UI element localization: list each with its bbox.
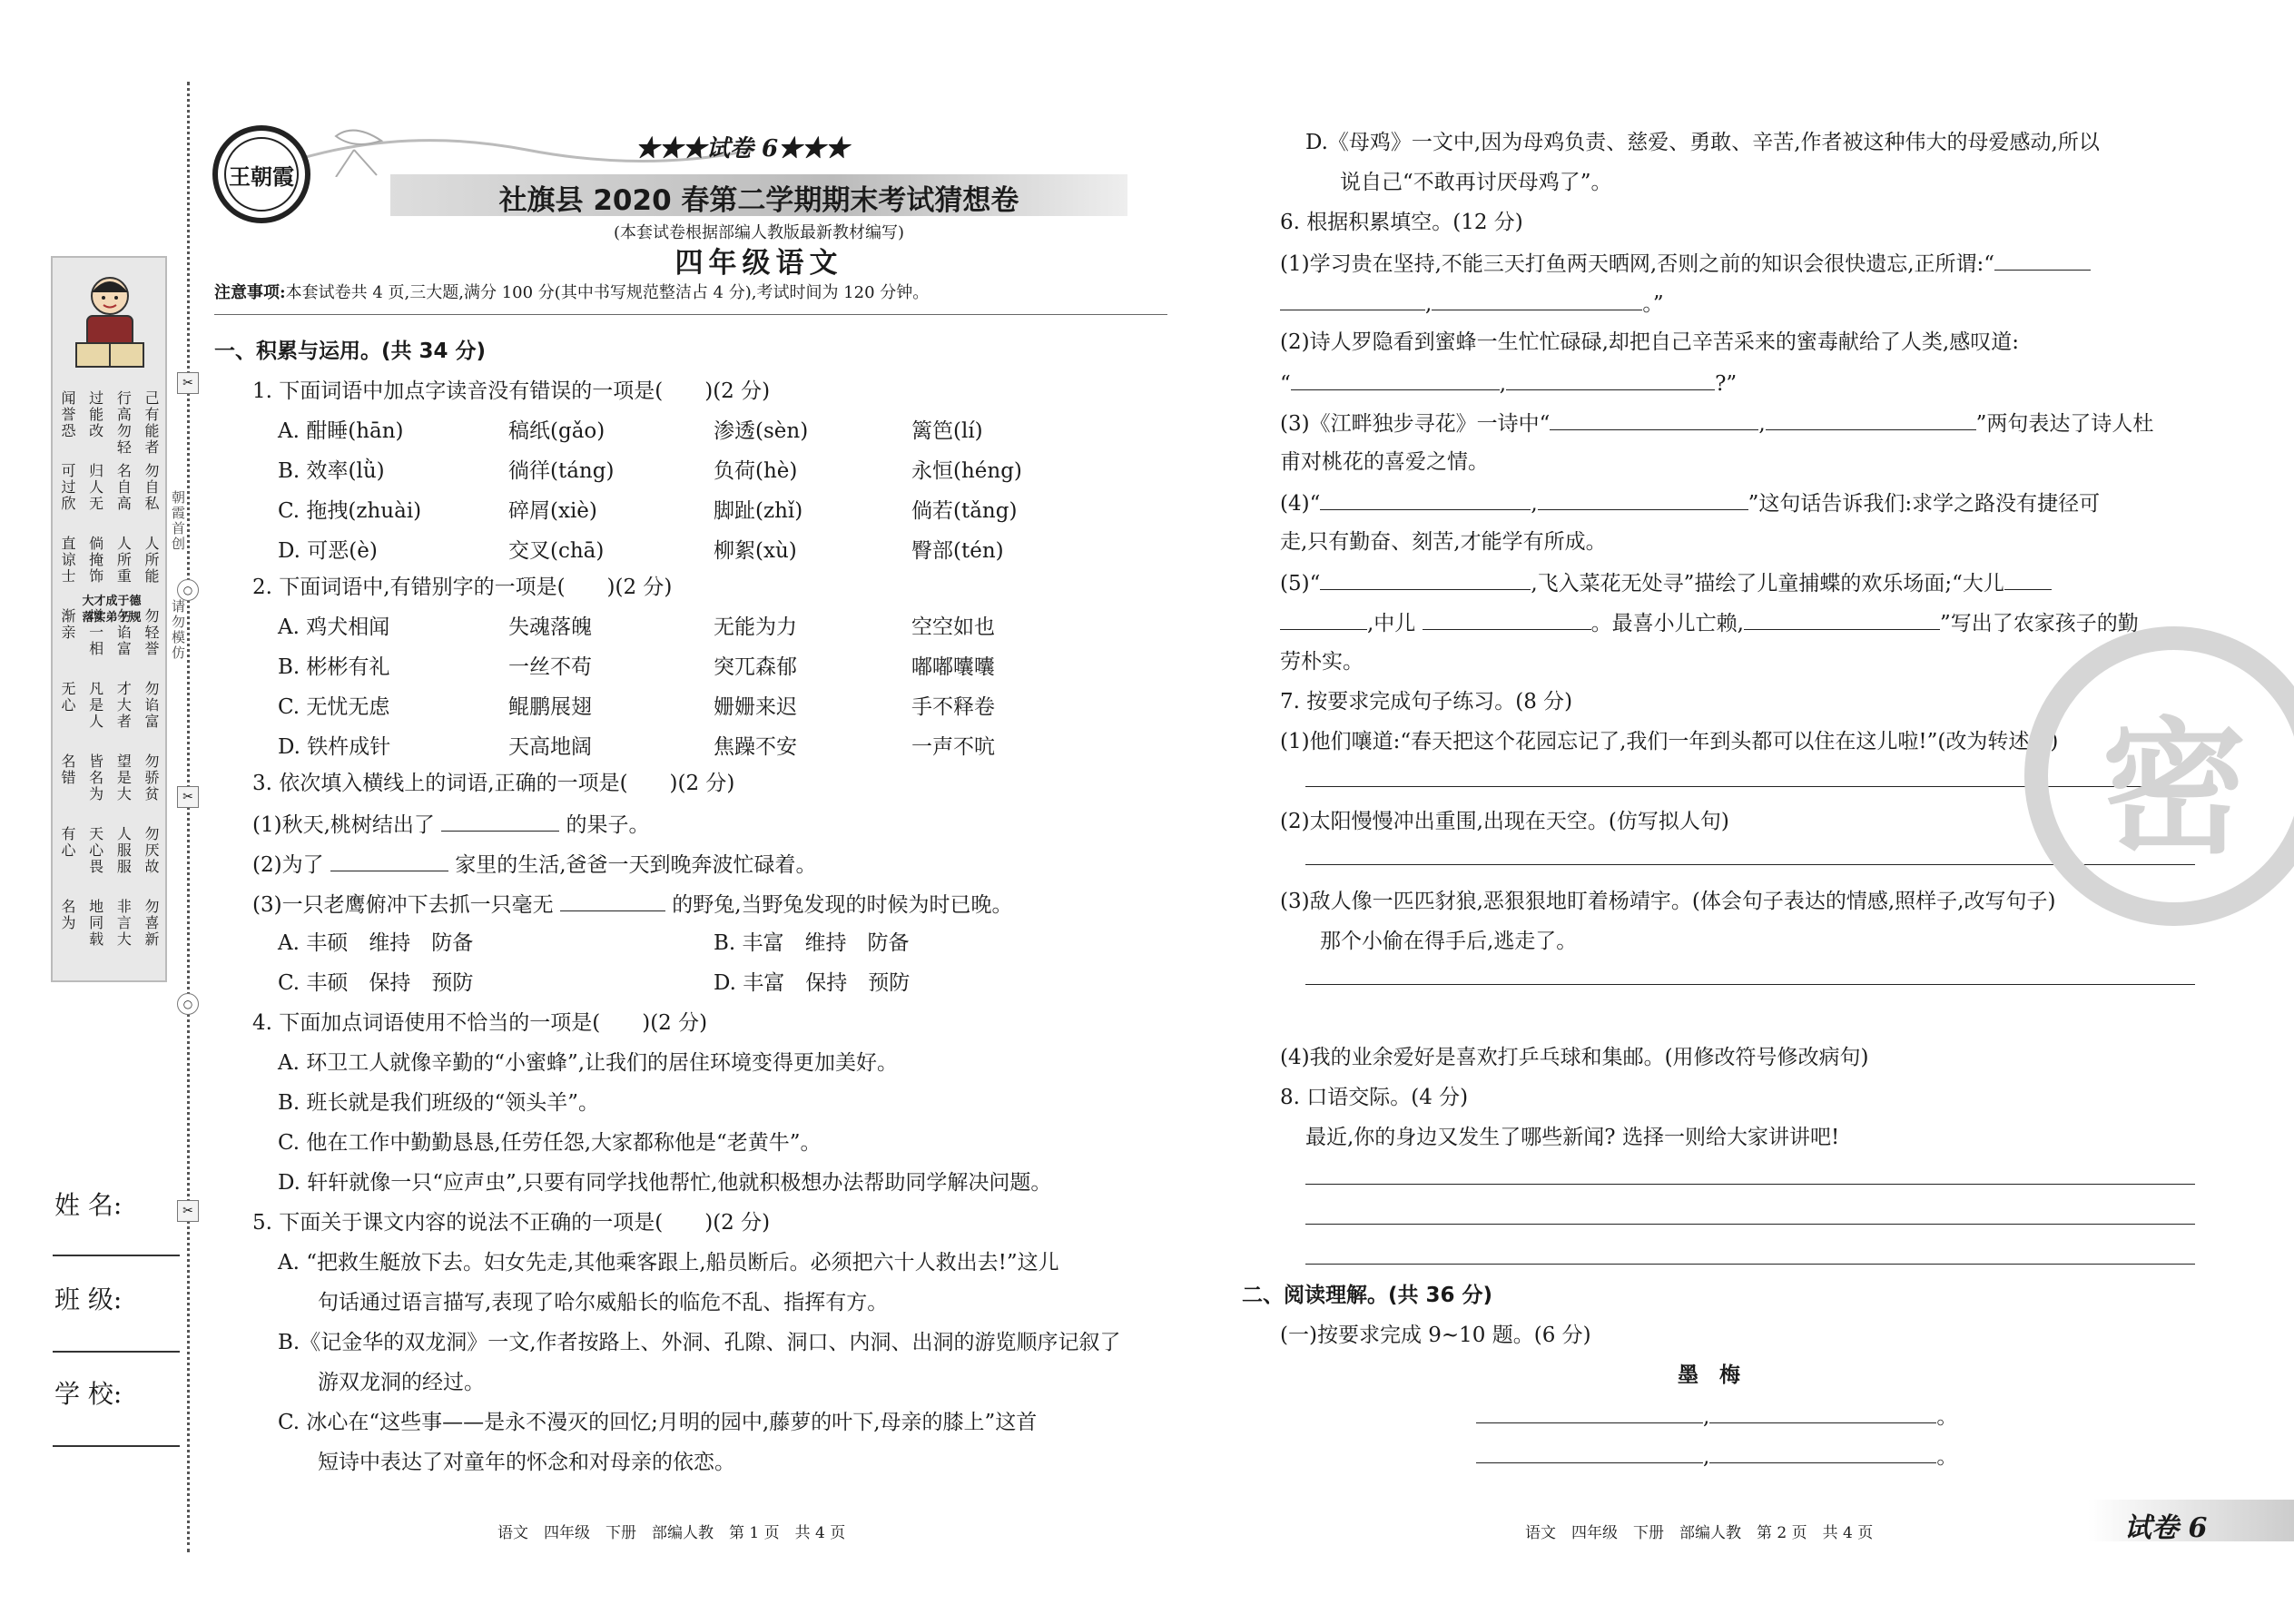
class-field[interactable]	[53, 1351, 180, 1353]
motto-column: 皆名为	[86, 753, 104, 802]
question-8-prompt: 最近,你的身边又发生了哪些新闻? 选择一则给大家讲讲吧!	[1305, 1126, 1840, 1149]
binding-hole-icon: ○	[177, 579, 199, 601]
q6-3-text-b: ”两句表达了诗人杜	[1975, 412, 2154, 436]
q3-option: D. 丰富 保持 预防	[714, 971, 911, 995]
motto-group	[58, 390, 160, 458]
q6-5-blank-c[interactable]	[1280, 608, 1367, 630]
q6-4-blank-a[interactable]	[1320, 488, 1531, 510]
q2-option: 天高地阔	[508, 735, 592, 759]
q1-option: 臀部(tén)	[911, 539, 1004, 563]
binding-dashed-line	[187, 82, 190, 1552]
reading-part-1: (一)按要求完成 9~10 题。(6 分)	[1280, 1324, 1591, 1347]
q6-3-text-a: (3)《江畔独步寻花》一诗中“	[1280, 412, 1551, 436]
q2-option: C. 无忧无虑	[278, 695, 390, 719]
motto-column: 过能改	[86, 390, 104, 439]
question-6-item-4: (4)“ , ”这句话告诉我们:求学之路没有捷径可	[1280, 488, 2100, 517]
q1-option: 柳絮(xù)	[714, 539, 797, 563]
motto-column: 天心畏	[86, 826, 104, 875]
poem-line-1: , 。	[1476, 1402, 1957, 1431]
q6-1-blank-c[interactable]	[1432, 289, 1642, 310]
motto-column: 凡是人	[86, 681, 104, 730]
motto-column: 直谅士	[59, 536, 76, 585]
q3-option: A. 丰硕 维持 防备	[278, 931, 474, 955]
motto-column: 人所重	[114, 536, 133, 585]
q2-option: A. 鸡犬相闻	[278, 615, 390, 639]
q6-2-blank-a[interactable]	[1291, 369, 1500, 390]
name-label: 姓 名:	[54, 1190, 123, 1220]
question-7-item-2: (2)太阳慢慢冲出重围,出现在天空。(仿写拟人句)	[1280, 810, 1729, 833]
question-5-option-b-2: 游双龙洞的经过。	[318, 1371, 485, 1394]
question-6-item-1-line-2: , 。”	[1280, 289, 1664, 318]
q1-option: 碎屑(xiè)	[508, 499, 597, 523]
binding-hole-icon: ○	[177, 993, 199, 1015]
section-1-heading: 一、积累与运用。(共 34 分)	[214, 340, 487, 363]
q1-option: B. 效率(lǜ)	[278, 459, 385, 483]
motto-column: 己有能者	[142, 390, 160, 456]
motto-column: 勿谄富	[142, 681, 160, 730]
q3-1-text-a: (1)秋天,桃树结出了	[252, 813, 435, 837]
question-5-option-b-1: B.《记金华的双龙洞》一文,作者按路上、外洞、孔隙、洞口、内洞、出洞的游览顺序记叙了	[278, 1331, 1121, 1354]
q1-option: 渗透(sèn)	[714, 419, 809, 443]
question-5-option-c-1: C. 冰心在“这些事——是永不漫灭的回忆;月明的园中,藤萝的叶下,母亲的膝上”这首	[278, 1411, 1038, 1434]
q6-5-text-d: 。最喜小儿亡赖,	[1590, 612, 1744, 635]
q6-5-text-e: ”写出了农家孩子的勤	[1939, 612, 2139, 635]
q6-5-blank-b[interactable]	[2004, 568, 2052, 590]
question-8: 8. 口语交际。(4 分)	[1280, 1086, 1469, 1109]
q2-option: 突兀森郁	[714, 655, 797, 679]
motto-group	[58, 608, 160, 675]
q1-option: A. 酣睡(hān)	[278, 419, 404, 443]
exam-title: 社旗县 2020 春第二学期期末考试猜想卷	[498, 184, 1019, 217]
name-field[interactable]	[53, 1255, 180, 1256]
question-3: 3. 依次填入横线上的词语,正确的一项是( )(2 分)	[252, 772, 735, 795]
q3-1-blank[interactable]	[441, 810, 559, 832]
scissors-icon: ✂	[177, 786, 199, 808]
q6-5-text-b: ,飞入菜花无处寻”描绘了儿童捕蝶的欢乐场面;“大儿	[1531, 572, 2004, 595]
motto-line-1: 大才成于德	[82, 595, 142, 608]
motto-column: 闻誉恐	[59, 390, 76, 439]
q3-3-text-a: (3)一只老鹰俯冲下去抓一只毫无	[252, 893, 554, 917]
q3-option: C. 丰硕 保持 预防	[278, 971, 474, 995]
question-4-option-d: D. 轩轩就像一只“应声虫”,只要有同学找他帮忙,他就积极想办法帮助同学解决问题。	[278, 1171, 1052, 1195]
motto-column: 望是大	[114, 753, 133, 802]
motto-column: 名为	[59, 899, 76, 931]
q1-option: D. 可恶(è)	[278, 539, 378, 563]
page-1-footer: 语文 四年级 下册 部编人教 第 1 页 共 4 页	[497, 1524, 846, 1542]
question-6-item-3: (3)《江畔独步寻花》一诗中“ , ”两句表达了诗人杜	[1280, 408, 2153, 438]
motto-group	[58, 536, 160, 603]
question-5-option-d-1: D.《母鸡》一文中,因为母鸡负责、慈爱、勇敢、辛苦,作者被这种伟大的母爱感动,所以	[1305, 131, 2100, 154]
motto-column: 勿轻誉	[142, 608, 160, 657]
motto-column: 名错	[59, 753, 76, 786]
poem-blank[interactable]	[1476, 1442, 1703, 1463]
answer-line[interactable]	[1305, 984, 2195, 985]
question-6-item-1	[1280, 249, 2091, 278]
q1-option: 脚趾(zhǐ)	[714, 499, 803, 523]
answer-line[interactable]	[1305, 1224, 2195, 1225]
page-2-footer: 语文 四年级 下册 部编人教 第 2 页 共 4 页	[1525, 1524, 1874, 1542]
q6-5-text-c: ,中儿	[1367, 612, 1416, 635]
exam-subtitle: (本套试卷根据部编人教版最新教材编写)	[613, 223, 905, 242]
motto-column: 勿谄富	[114, 608, 133, 657]
q1-option: C. 拖拽(zhuài)	[278, 499, 422, 523]
question-6-item-5	[1280, 568, 2052, 597]
q2-option: 手不释卷	[911, 695, 995, 719]
q6-2-blank-b[interactable]	[1506, 369, 1715, 390]
question-7: 7. 按要求完成句子练习。(8 分)	[1280, 690, 1573, 714]
vertical-label-no-copy: 请勿模仿	[170, 599, 186, 661]
motto-column: 非言大	[114, 899, 133, 948]
q6-4-blank-b[interactable]	[1538, 488, 1748, 510]
poem-blank[interactable]	[1476, 1402, 1703, 1423]
class-label: 班 级:	[54, 1284, 123, 1314]
vertical-label-original: 朝霞首创	[170, 490, 186, 552]
q6-1-blank-a[interactable]	[1994, 249, 2091, 271]
motto-group	[58, 899, 160, 966]
question-6-item-5-line-2	[1280, 608, 2139, 637]
question-5-option-a-1: A. “把救生艇放下去。妇女先走,其他乘客跟上,船员断后。必须把六十人救出去!”这儿	[278, 1251, 1059, 1275]
motto-column: 才大者	[114, 681, 133, 730]
q6-1-text: (1)学习贵在坚持,不能三天打鱼两天晒网,否则之前的知识会很快遗忘,正所谓:“	[1280, 252, 1995, 276]
motto-column: 勿自私	[142, 463, 160, 512]
answer-line[interactable]	[1305, 1184, 2195, 1185]
motto-column: 有心	[59, 826, 76, 859]
poem-blank[interactable]	[1709, 1402, 1936, 1423]
q3-2-text-a: (2)为了	[252, 853, 324, 877]
q6-1-blank-b[interactable]	[1280, 289, 1425, 310]
question-4: 4. 下面加点词语使用不恰当的一项是( )(2 分)	[252, 1011, 708, 1035]
question-6-item-4-line-2: 走,只有勤奋、刻苦,才能学有所成。	[1280, 530, 1607, 554]
q1-option: 永恒(héng)	[911, 459, 1022, 483]
q3-2-text-b: 家里的生活,爸爸一天到晚奔波忙碌着。	[455, 853, 817, 877]
question-6-item-5-line-3: 劳朴实。	[1280, 650, 1364, 674]
question-7-item-1: (1)他们嚷道:“春天把这个花园忘记了,我们一年到头都可以住在这儿啦!”(改为转述句)	[1280, 730, 2059, 753]
q1-option: 交叉(chā)	[508, 539, 605, 563]
poem-title: 墨 梅	[1678, 1363, 1740, 1387]
motto-group	[58, 681, 160, 748]
question-1: 1. 下面词语中加点字读音没有错误的一项是( )(2 分)	[252, 379, 771, 403]
motto-column: 倘掩饰	[86, 536, 104, 585]
q6-4-text-a: (4)“	[1280, 492, 1321, 516]
motto-group	[58, 826, 160, 893]
logo-text: 王朝霞	[224, 137, 299, 212]
q3-option: B. 丰富 维持 防备	[714, 931, 910, 955]
question-5: 5. 下面关于课文内容的说法不正确的一项是( )(2 分)	[252, 1211, 771, 1235]
poem-line-2: , 。	[1476, 1442, 1957, 1471]
watermark-character: 密	[2101, 703, 2247, 873]
brand-logo	[212, 125, 310, 223]
q2-option: 姗姗来迟	[714, 695, 797, 719]
answer-line[interactable]	[1305, 1264, 2195, 1265]
question-6-item-2: (2)诗人罗隐看到蜜蜂一生忙忙碌碌,却把自己辛苦采来的蜜毒献给了人类,感叹道:	[1280, 330, 2019, 354]
q3-3-blank[interactable]	[560, 890, 665, 911]
question-7-item-3-sentence: 那个小偷在得手后,逃走了。	[1320, 930, 1578, 953]
section-2-heading: 二、阅读理解。(共 36 分)	[1242, 1284, 1493, 1307]
motto-line-2: 落实弟子规	[82, 611, 142, 625]
paper-number: ★★★试卷 6★★★	[635, 135, 850, 162]
q2-option: 失魂落魄	[508, 615, 592, 639]
motto-column: 地同载	[86, 899, 104, 948]
q2-option: 鲲鹏展翅	[508, 695, 592, 719]
question-5-option-d-2: 说自己“不敢再讨厌母鸡了”。	[1340, 171, 1612, 194]
question-3-item-1	[252, 810, 650, 839]
q1-option: 徜徉(táng)	[508, 459, 615, 483]
motto-column: 人服服	[114, 826, 133, 875]
question-5-option-a-2: 句话通过语言描写,表现了哈尔威船长的临危不乱、指挥有方。	[318, 1291, 889, 1314]
q6-5-blank-a[interactable]	[1320, 568, 1531, 590]
question-5-option-c-2: 短诗中表达了对童年的怀念和对母亲的依恋。	[318, 1451, 735, 1474]
question-4-option-c: C. 他在工作中勤勤恳恳,任劳任怨,大家都称他是“老黄牛”。	[278, 1131, 822, 1155]
question-6-item-2-line-2: “ , ?”	[1280, 369, 1737, 398]
q1-option: 倘若(tǎng)	[911, 499, 1018, 523]
motto-column: 归人无	[86, 463, 104, 512]
question-3-item-3	[252, 890, 1013, 919]
school-field[interactable]	[53, 1445, 180, 1447]
motto-column: 名自高	[114, 463, 133, 512]
scissors-icon: ✂	[177, 1200, 199, 1222]
student-illustration	[69, 269, 151, 378]
q1-option: 负荷(hè)	[714, 459, 798, 483]
q3-3-text-b: 的野兔,当野兔发现的时候为时已晚。	[672, 893, 1013, 917]
motto-column: 勿骄贫	[142, 753, 160, 802]
q2-option: 一丝不苟	[508, 655, 592, 679]
q3-2-blank[interactable]	[330, 850, 448, 871]
q2-option: D. 铁杵成针	[278, 735, 391, 759]
question-4-option-a: A. 环卫工人就像辛勤的“小蜜蜂”,让我们的居住环境变得更加美好。	[278, 1051, 899, 1075]
motto-columns	[58, 390, 163, 971]
q2-option: 嘟嘟囔囔	[911, 655, 995, 679]
q2-option: 一声不吭	[911, 735, 995, 759]
question-6-item-3-line-2: 甫对桃花的喜爱之情。	[1280, 450, 1489, 474]
poem-blank[interactable]	[1709, 1442, 1936, 1463]
scissors-icon: ✂	[177, 372, 199, 394]
paper-tag: 试卷 6	[2124, 1512, 2208, 1544]
motto-column: 人所能	[142, 536, 160, 585]
motto-column: 增一相	[86, 608, 104, 657]
motto-column: 无心	[59, 681, 76, 714]
q6-5-blank-d[interactable]	[1423, 608, 1591, 630]
motto-group	[58, 753, 160, 821]
motto-column: 勿喜新	[142, 899, 160, 948]
motto-column: 勿厌故	[142, 826, 160, 875]
motto-column: 渐亲	[59, 608, 76, 641]
subject-title: 四年级语文	[674, 247, 843, 280]
motto-column: 可过欣	[59, 463, 76, 512]
q6-5-text-a: (5)“	[1280, 572, 1321, 595]
q2-option: 无能为力	[714, 615, 797, 639]
question-6: 6. 根据积累填空。(12 分)	[1280, 211, 1523, 234]
question-2: 2. 下面词语中,有错别字的一项是( )(2 分)	[252, 576, 673, 599]
q6-3-blank-b[interactable]	[1766, 408, 1976, 430]
q6-5-blank-e[interactable]	[1744, 608, 1940, 630]
motto-column: 行高勿轻	[114, 390, 133, 456]
exam-notice	[214, 280, 929, 303]
q1-option: 稿纸(gǎo)	[508, 419, 605, 443]
question-4-option-b: B. 班长就是我们班级的“领头羊”。	[278, 1091, 600, 1115]
notice-text: 本套试卷共 4 页,三大题,满分 100 分(其中书写规范整洁占 4 分),考试时间为 120 分钟。	[285, 283, 930, 302]
q6-3-blank-a[interactable]	[1550, 408, 1758, 430]
notice-label: 注意事项:	[214, 283, 286, 302]
q3-1-text-b: 的果子。	[566, 813, 650, 837]
q1-option: 篱笆(lí)	[911, 419, 983, 443]
q6-4-text-b: ”这句话告诉我们:求学之路没有捷径可	[1748, 492, 2101, 516]
q2-option: B. 彬彬有礼	[278, 655, 390, 679]
question-7-item-3: (3)敌人像一匹匹豺狼,恶狠狠地盯着杨靖宇。(体会句子表达的情感,照样子,改写句子)	[1280, 890, 2056, 913]
q2-option: 空空如也	[911, 615, 995, 639]
header-divider	[214, 314, 1167, 315]
q2-option: 焦躁不安	[714, 735, 797, 759]
school-label: 学 校:	[54, 1379, 123, 1409]
question-7-item-4: (4)我的业余爱好是喜欢打乒乓球和集邮。(用修改符号修改病句)	[1280, 1046, 1869, 1069]
question-3-item-2	[252, 850, 817, 879]
motto-group	[58, 463, 160, 530]
